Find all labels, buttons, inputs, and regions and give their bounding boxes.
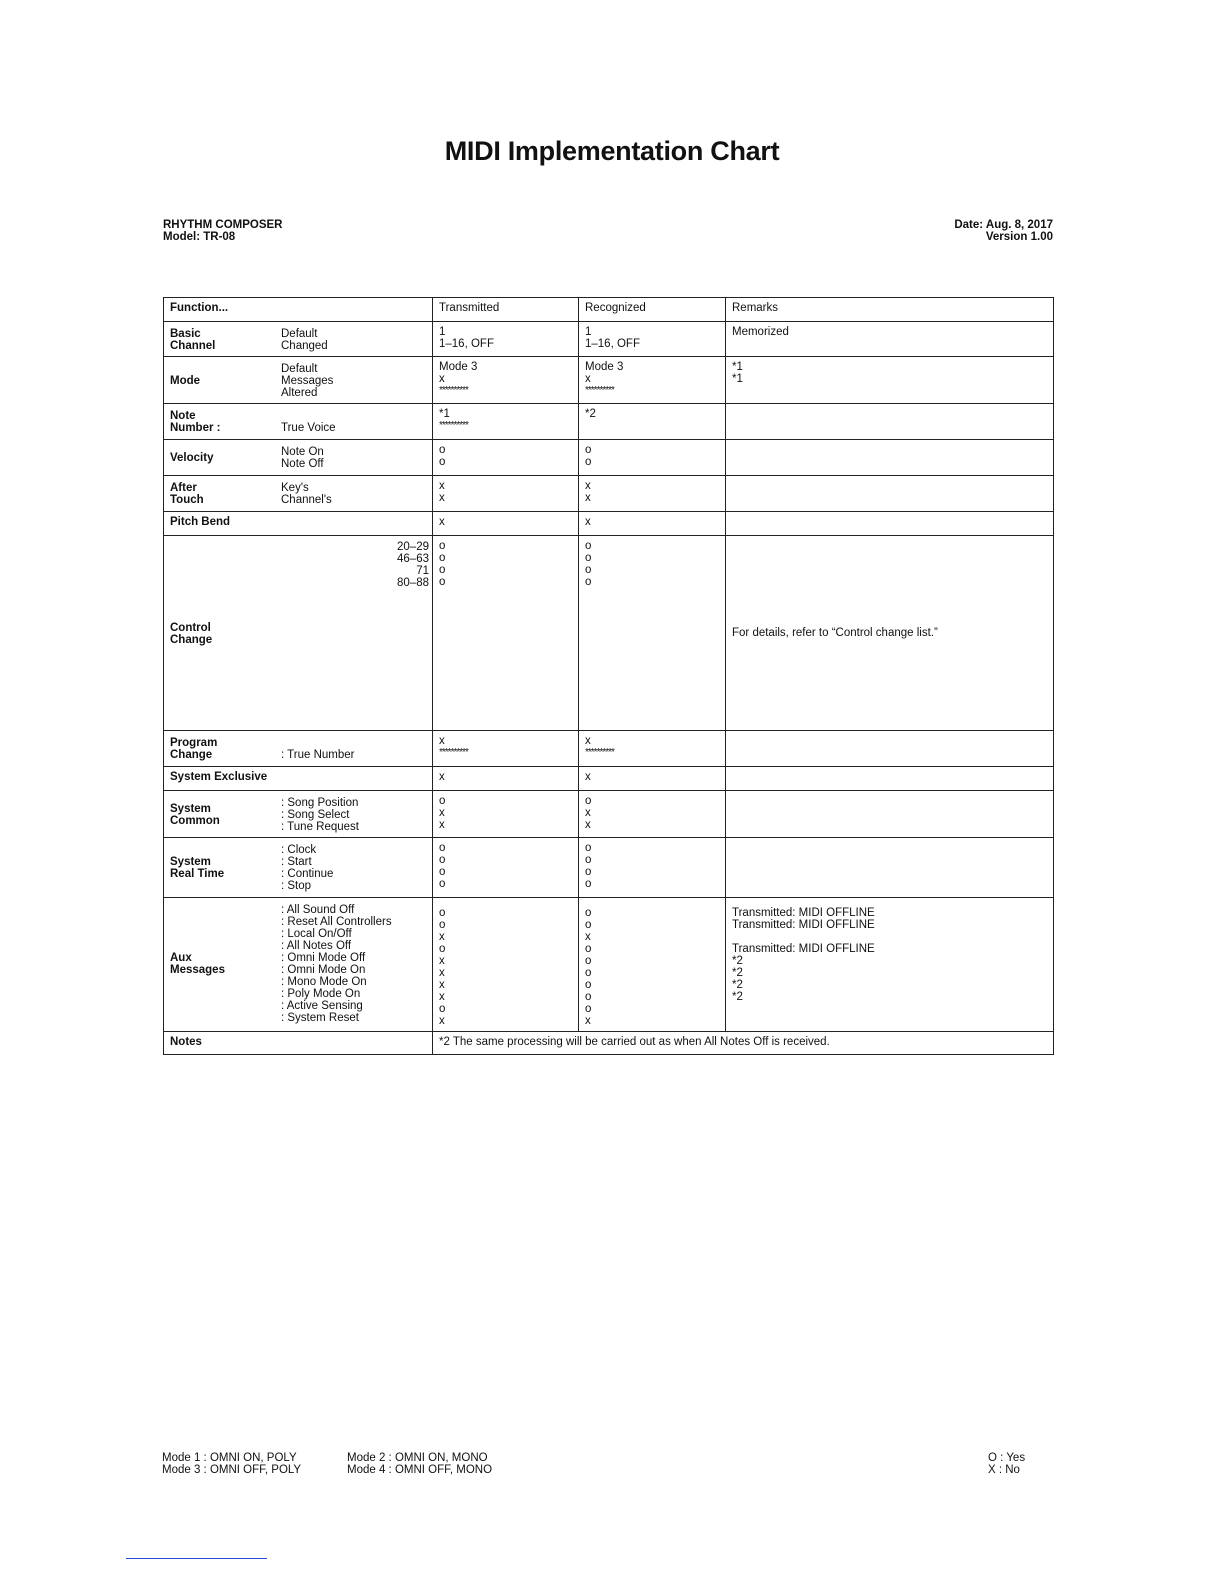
rx-value: x [585,807,591,819]
symbol-legend [988,1452,1025,1476]
rx-value: o [585,444,592,456]
transmitted-cell [433,898,579,1032]
tx-value: o [439,919,446,931]
controller-number: 20–29 [397,541,429,553]
rx-value: x [585,931,591,943]
no-legend: X : No [988,1464,1020,1476]
column-header-remarks: Remarks [726,298,1054,322]
tx-value: o [439,878,446,890]
rx-value: x [585,373,591,385]
rx-value: o [585,842,592,854]
function-sub: Altered [281,387,318,399]
rx-value: o [585,795,592,807]
rx-value: o [585,576,592,588]
remark-text: *2 [732,955,743,967]
remarks-cell [726,838,1054,898]
rx-value: x [585,819,591,831]
function-name: Mode [170,375,201,387]
remark-text [732,931,1047,943]
rx-value: 1–16, OFF [585,338,640,350]
recognized-cell [579,536,726,731]
function-name: Touch [170,494,204,506]
function-sub: : Reset All Controllers [281,916,392,928]
yes-legend: O : Yes [988,1452,1026,1464]
table-row-program-change [164,731,1054,767]
table-row-aux-messages [164,898,1054,1032]
remarks-cell [726,357,1054,404]
recognized-cell [579,791,726,838]
remark-text: Transmitted: MIDI OFFLINE [732,943,875,955]
recognized-cell [579,731,726,767]
remarks-cell [726,404,1054,440]
controller-number: 46–63 [397,553,429,565]
function-name: Number : [170,422,221,434]
document-version: Version 1.00 [985,231,1053,243]
tx-value: o [439,456,446,468]
rx-value: o [585,456,592,468]
function-sub: : Stop [281,880,312,892]
transmitted-cell [433,791,579,838]
function-cell [164,898,433,1032]
recognized-cell [579,512,726,536]
function-name: System Exclusive [164,767,433,791]
mode-3-legend: Mode 3 : OMNI OFF, POLY [162,1464,302,1476]
recognized-cell [579,322,726,357]
function-name: Velocity [170,452,214,464]
remark-text: For details, refer to “Control change list.” [732,627,938,639]
function-name: Pitch Bend [164,512,433,536]
tx-value: o [439,540,446,552]
function-name: Change [170,749,213,761]
remark-text: *2 [732,967,743,979]
rx-value: o [585,943,592,955]
product-name: RHYTHM COMPOSER [163,219,283,231]
tx-value: x [439,807,445,819]
rx-value: x [585,1015,591,1027]
link-underline[interactable] [126,1558,267,1559]
tx-value: o [439,866,446,878]
midi-implementation-table [163,297,1054,1055]
tx-value: ********** [439,747,468,758]
function-sub: : True Number [281,749,355,761]
model-name: Model: TR-08 [163,231,236,243]
transmitted-cell [433,440,579,476]
table-row-system-exclusive [164,767,1054,791]
table-row-note-number [164,404,1054,440]
tx-value: o [439,1003,446,1015]
tx-value: Mode 3 [439,361,478,373]
tx-value: x [439,480,445,492]
function-cell [164,476,433,512]
transmitted-cell [433,357,579,404]
tx-value: 1–16, OFF [439,338,494,350]
rx-value: x [585,771,591,783]
function-cell [164,536,433,731]
transmitted-cell [433,731,579,767]
rx-value: o [585,878,592,890]
transmitted-cell [433,476,579,512]
function-name: Note [170,410,196,422]
mode-legend-left [162,1452,301,1476]
function-sub: : Continue [281,868,334,880]
recognized-cell [579,440,726,476]
function-name: Change [170,634,213,646]
remarks-cell [726,731,1054,767]
recognized-cell [579,838,726,898]
document-date: Date: Aug. 8, 2017 [954,219,1053,231]
controller-number: 80–88 [397,577,429,589]
tx-value: *1 [439,408,450,420]
tx-value: o [439,444,446,456]
tx-value: ********** [439,420,468,431]
tx-value: x [439,735,445,747]
function-sub: Default [281,363,318,375]
table-row-velocity [164,440,1054,476]
function-sub: : Local On/Off [281,928,352,940]
remarks-cell [726,767,1054,791]
rx-value: o [585,967,592,979]
tx-value: x [439,373,445,385]
function-cell [164,357,433,404]
tx-value: o [439,552,446,564]
remarks-cell [726,476,1054,512]
remark-text: *2 [732,979,743,991]
function-sub: : Omni Mode Off [281,952,366,964]
rx-value: o [585,540,592,552]
tx-value: o [439,564,446,576]
table-header-row [164,298,1054,322]
tx-value: x [439,819,445,831]
transmitted-cell [433,404,579,440]
remark-text: Transmitted: MIDI OFFLINE [732,919,875,931]
function-name: Program [170,737,218,749]
column-header-recognized: Recognized [579,298,726,322]
function-name: Channel [170,340,216,352]
rx-value: o [585,979,592,991]
remarks-cell [726,791,1054,838]
rx-value: o [585,955,592,967]
function-cell [164,322,433,357]
transmitted-cell [433,767,579,791]
tx-value: o [439,576,446,588]
controller-number: 71 [416,565,429,577]
rx-value: o [585,919,592,931]
function-name: Common [170,815,220,827]
transmitted-cell [433,536,579,731]
function-sub: Changed [281,340,328,352]
table-row-mode [164,357,1054,404]
function-sub: Channel's [281,494,332,506]
function-sub: Note Off [281,458,324,470]
recognized-cell [579,898,726,1032]
function-sub: : Song Select [281,809,350,821]
function-cell [164,440,433,476]
tx-value: x [439,979,445,991]
remark-text: *1 [732,361,743,373]
tx-value: x [439,516,445,528]
tx-value: x [439,967,445,979]
function-sub: : Omni Mode On [281,964,366,976]
function-sub: True Voice [281,422,336,434]
function-sub: : Start [281,856,312,868]
tx-value: x [439,492,445,504]
recognized-cell [579,404,726,440]
rx-value: 1 [585,326,592,338]
tx-value: o [439,795,446,807]
table-row-system-real-time [164,838,1054,898]
function-sub: : Mono Mode On [281,976,367,988]
function-sub: : All Notes Off [281,940,352,952]
function-sub: Messages [281,375,334,387]
remarks-cell [726,440,1054,476]
remark-text: *2 [732,991,743,1003]
tx-value: ********** [439,385,468,396]
tx-value: x [439,931,445,943]
function-cell [164,791,433,838]
rx-value: o [585,854,592,866]
function-name: Real Time [170,868,225,880]
remark-text: *1 [732,373,743,385]
column-header-function: Function... [164,298,433,322]
rx-value: x [585,492,591,504]
tx-value: o [439,907,446,919]
transmitted-cell [433,512,579,536]
table-row-after-touch [164,476,1054,512]
function-name: System [170,856,211,868]
column-header-transmitted: Transmitted [433,298,579,322]
function-sub: : System Reset [281,1012,359,1024]
table-row-control-change [164,536,1054,731]
document-info [954,219,1053,243]
mode-2-legend: Mode 2 : OMNI ON, MONO [347,1452,488,1464]
rx-value: x [585,735,591,747]
table-row-pitch-bend [164,512,1054,536]
remarks-cell [726,898,1054,1032]
remark-text: Transmitted: MIDI OFFLINE [732,907,875,919]
rx-value: *2 [585,408,596,420]
function-cell [164,838,433,898]
remarks-cell [726,322,1054,357]
rx-value: o [585,866,592,878]
mode-1-legend: Mode 1 : OMNI ON, POLY [162,1452,297,1464]
rx-value: x [585,480,591,492]
rx-value: x [585,516,591,528]
notes-text: *2 The same processing will be carried out as when All Notes Off is received. [433,1032,1054,1055]
rx-value: o [585,552,592,564]
function-name: Aux [170,952,192,964]
function-name: Notes [164,1032,433,1055]
function-sub: : Song Position [281,797,359,809]
table-row-notes [164,1032,1054,1055]
function-sub: : Active Sensing [281,1000,363,1012]
function-sub: : Poly Mode On [281,988,361,1000]
rx-value: o [585,907,592,919]
function-sub: Key's [281,482,309,494]
rx-value: o [585,1003,592,1015]
recognized-cell [579,357,726,404]
remarks-cell [726,536,1054,731]
remarks-cell [726,512,1054,536]
function-sub: Note On [281,446,324,458]
transmitted-cell [433,838,579,898]
tx-value: o [439,943,446,955]
function-sub: : Clock [281,844,317,856]
recognized-cell [579,767,726,791]
tx-value: o [439,854,446,866]
remark-text: Memorized [732,326,789,338]
mode-legend-right [347,1452,492,1476]
product-info [163,219,282,243]
function-name: Basic [170,328,201,340]
page-title: MIDI Implementation Chart [444,136,780,166]
transmitted-cell [433,322,579,357]
table-row-basic-channel [164,322,1054,357]
table-row-system-common [164,791,1054,838]
function-name: Messages [170,964,225,976]
function-sub: : Tune Request [281,821,359,833]
tx-value: x [439,991,445,1003]
function-name: After [170,482,197,494]
tx-value: o [439,842,446,854]
function-cell [164,731,433,767]
rx-value: o [585,564,592,576]
tx-value: x [439,1015,445,1027]
tx-value: x [439,771,445,783]
rx-value: o [585,991,592,1003]
rx-value: ********** [585,747,614,758]
rx-value: ********** [585,385,614,396]
tx-value: 1 [439,326,446,338]
tx-value: x [439,955,445,967]
function-cell [164,404,433,440]
function-sub: Default [281,328,318,340]
function-sub: : All Sound Off [281,904,355,916]
recognized-cell [579,476,726,512]
function-name: System [170,803,211,815]
function-name: Control [170,622,211,634]
rx-value: Mode 3 [585,361,624,373]
mode-4-legend: Mode 4 : OMNI OFF, MONO [347,1464,493,1476]
